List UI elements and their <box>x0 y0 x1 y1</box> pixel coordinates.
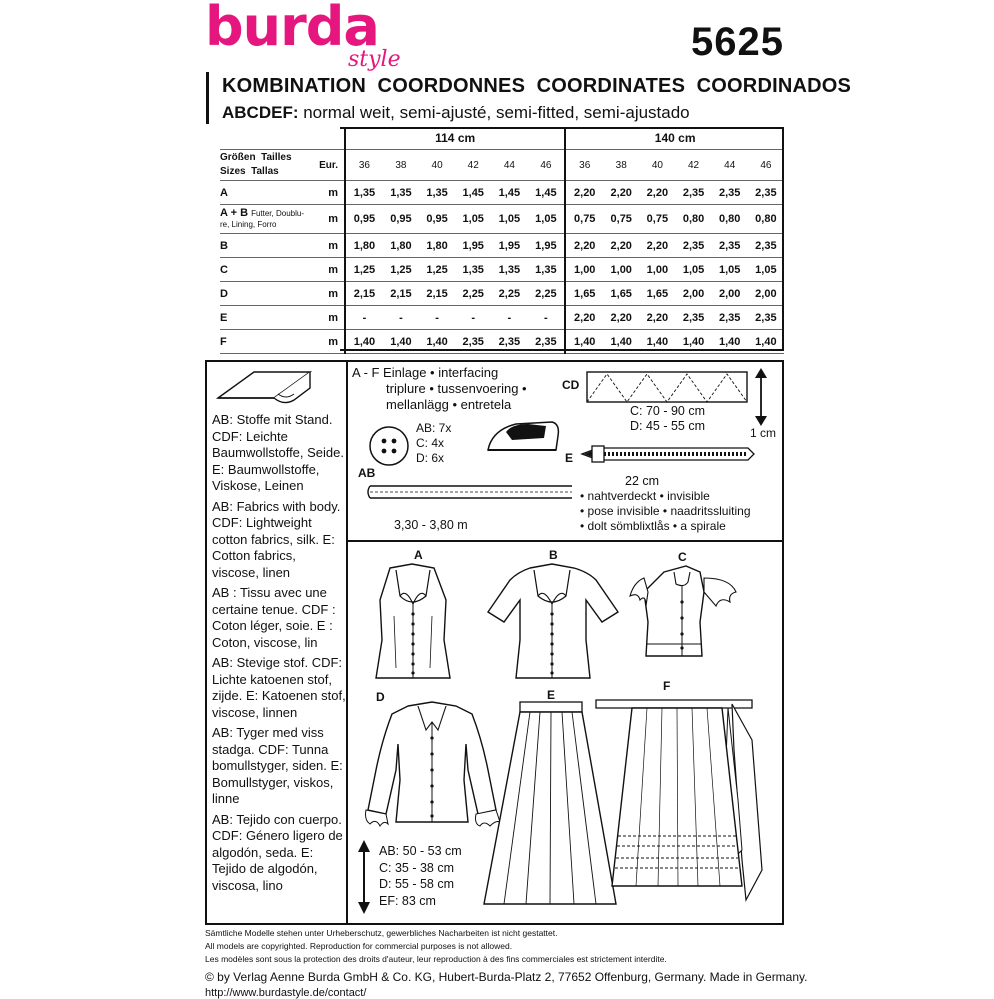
interfacing-line1: A - F Einlage • interfacing <box>352 365 499 380</box>
yardage-cell: 1,05 <box>712 258 748 282</box>
yardage-cell: 2,20 <box>639 234 675 258</box>
fit-description <box>222 103 690 123</box>
garment-a-illustration <box>360 560 470 685</box>
size-cell: 38 <box>603 150 639 181</box>
yardage-cell: 2,25 <box>491 282 527 306</box>
buttons-d: D: 6x <box>416 451 445 465</box>
row-label: E <box>220 306 310 330</box>
zip-line3: • dolt sömblixtlås • a spirale <box>580 519 726 533</box>
size-cell: 44 <box>712 150 748 181</box>
yardage-cell: 1,05 <box>455 205 491 234</box>
unit-cell: m <box>310 258 345 282</box>
lining-note: Futter, Doublu- <box>251 209 304 218</box>
row-label: D <box>220 282 310 306</box>
yardage-cell: 1,40 <box>383 330 419 354</box>
fabric-es: AB: Tejido con cuerpo. CDF: Género ligero de algodón, seda. E: Tejido de algodón, viscosa, lino <box>212 811 343 893</box>
yardage-cell: 2,35 <box>675 234 711 258</box>
unit-cell: m <box>310 234 345 258</box>
yardage-cell: 2,20 <box>639 181 675 205</box>
pattern-number: 5625 <box>691 20 784 64</box>
yardage-cell: - <box>527 306 565 330</box>
yardage-cell: 1,35 <box>345 181 383 205</box>
yardage-cell: 0,80 <box>748 205 784 234</box>
yardage-cell: 1,40 <box>603 330 639 354</box>
yardage-cell: 1,95 <box>527 234 565 258</box>
yardage-cell: 2,15 <box>345 282 383 306</box>
yardage-cell: 1,35 <box>527 258 565 282</box>
yardage-cell: 1,80 <box>345 234 383 258</box>
yardage-cell: 2,35 <box>748 234 784 258</box>
yardage-cell: 2,35 <box>455 330 491 354</box>
yardage-cell: - <box>491 306 527 330</box>
yardage-cell: 1,25 <box>383 258 419 282</box>
fabric-fr: AB : Tissu avec une certaine tenue. CDF : Coton léger, soie. E : Coton, viscose, lin <box>212 585 336 650</box>
yardage-cell: 1,05 <box>675 258 711 282</box>
yardage-cell: 2,35 <box>748 306 784 330</box>
zip-line1: • nahtverdeckt • invisible <box>580 489 710 503</box>
size-cell: 40 <box>419 150 455 181</box>
yardage-cell: 1,35 <box>419 181 455 205</box>
view-a-label: A <box>414 548 423 562</box>
page-title: KOMBINATION COORDONNES COORDINATES COORDINADOS <box>222 75 852 97</box>
tape-icon <box>366 478 574 508</box>
header-bar <box>206 72 209 124</box>
yardage-cell: 1,95 <box>455 234 491 258</box>
yardage-cell: 1,40 <box>712 330 748 354</box>
size-label <box>220 150 310 181</box>
length-ef: EF: 83 cm <box>379 893 436 908</box>
width-114-header: 114 cm <box>345 127 565 150</box>
view-d-label: D <box>376 690 385 704</box>
tape-length: 3,30 - 3,80 m <box>394 518 468 532</box>
length-arrow-icon <box>354 840 374 914</box>
yardage-cell: 2,00 <box>675 282 711 306</box>
length-c: C: 35 - 38 cm <box>379 860 455 875</box>
button-icon <box>368 425 410 467</box>
yardage-cell: 0,95 <box>345 205 383 234</box>
yardage-cell: 1,40 <box>345 330 383 354</box>
yardage-cell: 2,35 <box>712 181 748 205</box>
yardage-cell: 0,80 <box>712 205 748 234</box>
tape-label: AB <box>358 466 376 480</box>
finished-lengths <box>379 843 462 909</box>
yardage-cell: 1,05 <box>748 258 784 282</box>
yardage-cell: 1,00 <box>639 258 675 282</box>
yardage-cell: 2,20 <box>565 234 603 258</box>
buttons-ab: AB: 7x <box>416 421 452 435</box>
yardage-cell: 2,35 <box>527 330 565 354</box>
size-label-line2: Sizes Tallas <box>220 166 279 177</box>
yardage-cell: 1,65 <box>565 282 603 306</box>
yardage-cell: 2,35 <box>712 234 748 258</box>
yardage-cell: 2,15 <box>419 282 455 306</box>
yardage-cell: 1,05 <box>527 205 565 234</box>
unit-cell: m <box>310 282 345 306</box>
footer-copyright: © by Verlag Aenne Burda GmbH & Co. KG, Hubert-Burda-Platz 2, 77652 Offenburg, Germany. Made in Germany. <box>205 970 808 984</box>
yardage-cell: 1,95 <box>491 234 527 258</box>
size-cell: 42 <box>675 150 711 181</box>
fabric-sv: AB: Tyger med viss stadga. CDF: Tunna bomullstyger, siden. E: Bomullstyger, viskos, linne <box>212 725 343 806</box>
yardage-cell: 2,35 <box>675 306 711 330</box>
size-cell: 46 <box>527 150 565 181</box>
zip-line2: • pose invisible • naadritssluiting <box>580 504 751 518</box>
yardage-cell: 1,25 <box>419 258 455 282</box>
view-c-label: C <box>678 550 687 564</box>
yardage-cell: 1,40 <box>675 330 711 354</box>
yardage-cell: 0,95 <box>383 205 419 234</box>
brand-logo-sub: style <box>348 47 401 72</box>
buttons-c: C: 4x <box>416 436 445 450</box>
row-label <box>220 205 310 234</box>
table-border <box>340 127 784 351</box>
yardage-cell: 1,00 <box>603 258 639 282</box>
cd-lengths <box>630 404 705 434</box>
fabric-en: AB: Fabrics with body. CDF: Lightweight cotton fabrics, silk. E: Cotton fabrics, viscose, linen <box>212 498 341 580</box>
length-ab: AB: 50 - 53 cm <box>379 844 462 858</box>
yardage-cell: 1,35 <box>491 258 527 282</box>
yardage-cell: 1,25 <box>345 258 383 282</box>
eur-label: Eur. <box>310 150 345 181</box>
yardage-cell: 2,20 <box>565 306 603 330</box>
yardage-cell: 1,40 <box>565 330 603 354</box>
size-cell: 38 <box>383 150 419 181</box>
yardage-cell: - <box>419 306 455 330</box>
footer-legal-de: Sämtliche Modelle stehen unter Urheberschutz, gewerbliches Nacharbeiten ist nicht gestattet. <box>205 928 558 938</box>
row-label: B <box>220 234 310 258</box>
yardage-cell: 2,20 <box>603 234 639 258</box>
footer-legal-en: All models are copyrighted. Reproduction for commercial purposes is not allowed. <box>205 941 513 951</box>
garment-b-illustration <box>484 560 624 685</box>
zip-types <box>580 489 751 534</box>
yardage-cell: 2,35 <box>748 181 784 205</box>
unit-cell: m <box>310 205 345 234</box>
yardage-cell: 1,45 <box>491 181 527 205</box>
zip-length: 22 cm <box>625 474 660 488</box>
garment-f-illustration <box>592 690 772 905</box>
yardage-cell: - <box>345 306 383 330</box>
size-cell: 42 <box>455 150 491 181</box>
cd-c-length: C: 70 - 90 cm <box>630 404 706 418</box>
yardage-cell: 2,00 <box>712 282 748 306</box>
zipper-icon <box>578 440 758 470</box>
size-cell: 40 <box>639 150 675 181</box>
size-cell: 36 <box>565 150 603 181</box>
fabric-de: AB: Stoffe mit Stand. CDF: Leichte Baumwollstoffe, Seide. E: Baumwollstoffe, Viskose, Leinen <box>212 412 344 493</box>
row-label: C <box>220 258 310 282</box>
yardage-cell: 1,00 <box>565 258 603 282</box>
footer-url[interactable]: http://www.burdastyle.de/contact/ <box>205 987 367 999</box>
yardage-cell: 2,20 <box>603 306 639 330</box>
yardage-cell: 1,40 <box>748 330 784 354</box>
iron-icon <box>482 412 564 458</box>
yardage-cell: 1,80 <box>383 234 419 258</box>
view-e-label: E <box>547 688 556 702</box>
fabric-descriptions <box>212 412 346 898</box>
size-cell: 36 <box>345 150 383 181</box>
fabric-nl: AB: Stevige stof. CDF: Lichte katoenen stof, zijde. E: Katoenen stof, viscose, linnen <box>212 655 346 720</box>
interfacing-text <box>352 365 527 413</box>
fit-text: normal weit, semi-ajusté, semi-fitted, semi-ajustado <box>298 103 690 122</box>
yardage-cell: 2,35 <box>675 181 711 205</box>
fabric-bolt-icon <box>214 366 314 408</box>
lining-note: re, Lining, Forro <box>220 220 277 229</box>
unit-cell: m <box>310 306 345 330</box>
size-label-line1: Größen Tailles <box>220 152 292 163</box>
cd-d-length: D: 45 - 55 cm <box>630 419 706 433</box>
yardage-cell: 1,65 <box>603 282 639 306</box>
zip-label: E <box>565 451 574 465</box>
yardage-cell: 0,75 <box>639 205 675 234</box>
yardage-cell: 2,35 <box>491 330 527 354</box>
cd-width: 1 cm <box>750 426 777 440</box>
yardage-cell: 2,25 <box>527 282 565 306</box>
length-d: D: 55 - 58 cm <box>379 877 455 891</box>
yardage-cell: 1,35 <box>383 181 419 205</box>
yardage-cell: 1,40 <box>419 330 455 354</box>
yardage-cell: - <box>383 306 419 330</box>
garment-c-illustration <box>624 562 774 662</box>
yardage-cell: 2,15 <box>383 282 419 306</box>
view-f-label: F <box>663 679 671 693</box>
yardage-cell: 0,95 <box>419 205 455 234</box>
yardage-cell: 2,00 <box>748 282 784 306</box>
unit-cell: m <box>310 181 345 205</box>
yardage-cell: 1,05 <box>491 205 527 234</box>
button-counts <box>416 421 451 466</box>
yardage-cell: 0,75 <box>565 205 603 234</box>
yardage-cell: 2,20 <box>639 306 675 330</box>
yardage-cell: 2,25 <box>455 282 491 306</box>
yardage-cell: 0,80 <box>675 205 711 234</box>
yardage-cell: 2,35 <box>712 306 748 330</box>
yardage-cell: 1,45 <box>527 181 565 205</box>
yardage-cell: 2,20 <box>603 181 639 205</box>
row-label-text: A + B <box>220 207 249 219</box>
footer-legal-fr: Les modèles sont sous la protection des droits d'auteur, leur reproduction à des fins commerciales est strictement interdite. <box>205 954 667 964</box>
yardage-cell: 1,35 <box>455 258 491 282</box>
unit-cell: m <box>310 330 345 354</box>
yardage-cell: 1,80 <box>419 234 455 258</box>
yardage-cell: 1,45 <box>455 181 491 205</box>
yardage-cell: 0,75 <box>603 205 639 234</box>
interfacing-line3: mellanlägg • entretela <box>386 397 512 412</box>
size-cell: 46 <box>748 150 784 181</box>
yardage-cell: 1,65 <box>639 282 675 306</box>
yardage-cell: 2,20 <box>565 181 603 205</box>
row-label: A <box>220 181 310 205</box>
yardage-cell: 1,40 <box>639 330 675 354</box>
size-cell: 44 <box>491 150 527 181</box>
interfacing-line2: triplure • tussenvoering • <box>386 381 527 396</box>
yardage-cell: - <box>455 306 491 330</box>
view-b-label: B <box>549 548 558 562</box>
row-label: F <box>220 330 310 354</box>
cd-label: CD <box>562 378 580 392</box>
width-140-header: 140 cm <box>565 127 784 150</box>
fit-label: ABCDEF: <box>222 103 299 122</box>
brand-logo: burda <box>205 0 379 58</box>
